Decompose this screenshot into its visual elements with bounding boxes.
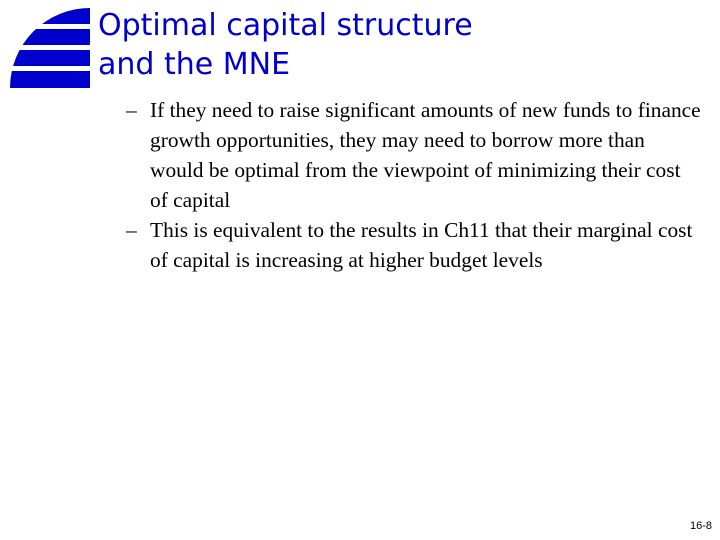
bullet-dash: – [126,218,137,242]
slide-title-line-1: Optimal capital structure [98,8,473,43]
bullet-list [126,95,701,275]
bullet-dash: – [126,98,137,122]
bullet-text: This is equivalent to the results in Ch11 that their marginal cost of capital is increasing at higher budget levels [150,218,693,272]
bullet-text: If they need to raise significant amounts of new funds to finance growth opportunities, they may need to borrow more than would be optimal from the viewpoint of minimizing their cost of capital [150,98,701,212]
striped-quarter-circle-logo-icon [10,8,90,88]
page-number: 16-8 [689,520,712,532]
bullet-item [126,95,701,215]
slide-title [98,6,698,84]
slide-title-line-2: and the MNE [98,47,291,82]
bullet-item [126,215,701,275]
